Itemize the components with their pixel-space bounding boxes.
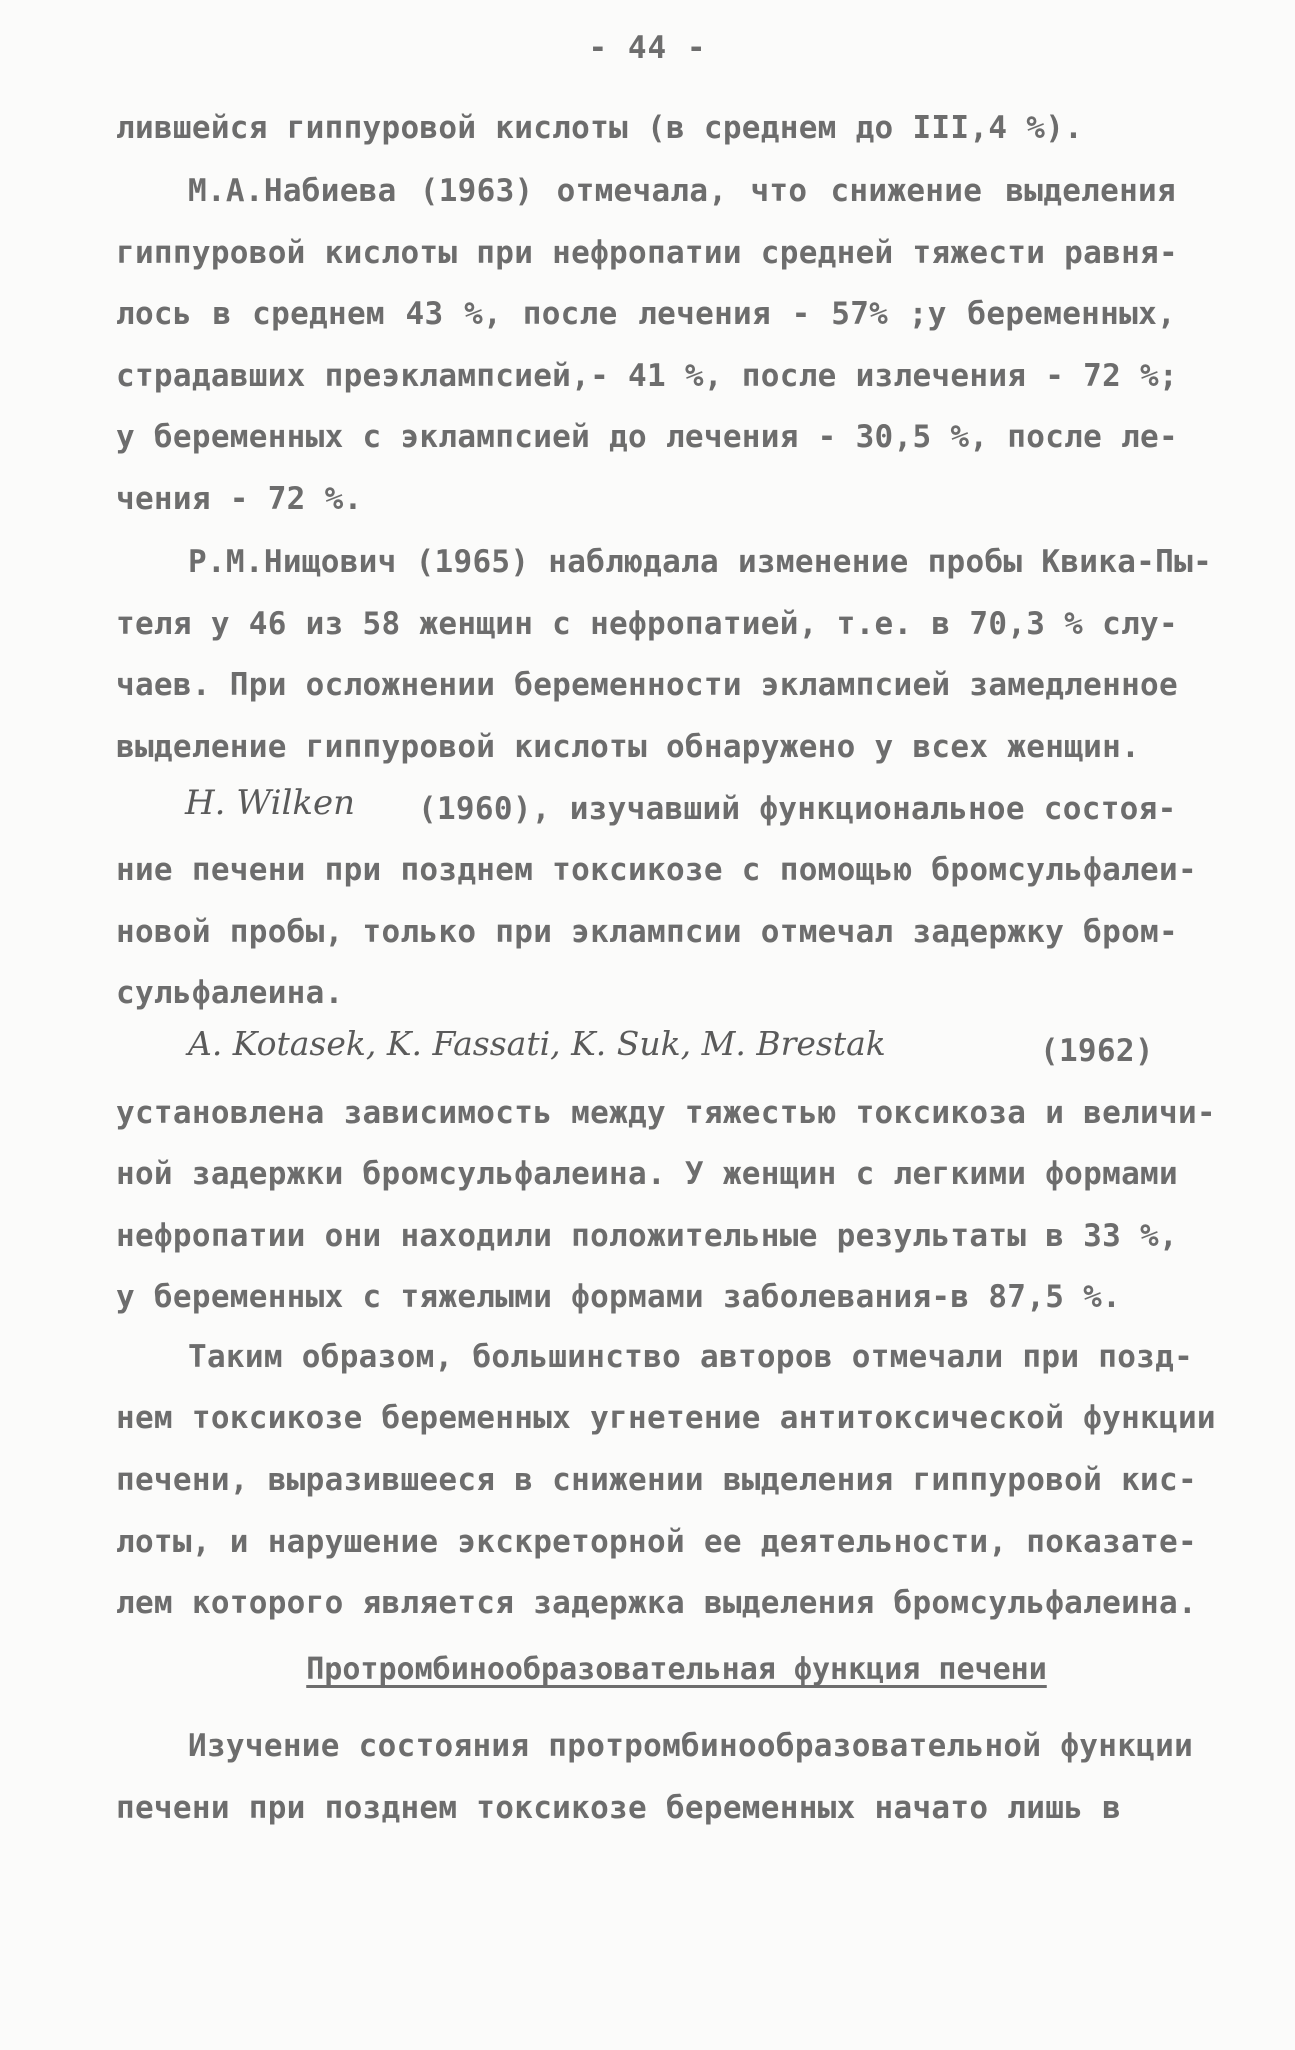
text-line: чаев. При осложнении беременности эклампсией замедленное (116, 667, 1178, 703)
text-line: Р.М.Нищович (1965) наблюдала изменение пробы Квика-Пы- (188, 544, 1213, 580)
section-heading: Протромбинообразовательная функция печени (306, 1652, 1047, 1687)
text-line: ние печени при позднем токсикозе с помощью бромсульфалеи- (116, 852, 1197, 888)
text-line: установлена зависимость между тяжестью токсикоза и величи- (116, 1095, 1216, 1131)
text-line: у беременных с эклампсией до лечения - 30,5 %, после ле- (116, 419, 1178, 455)
text-line: нефропатии они находили положительные результаты в 33 %, (116, 1218, 1178, 1254)
text-line: лось в среднем 43 %, после лечения - 57% ;у беременных, (116, 296, 1176, 332)
text-line: страдавших преэклампсией,- 41 %, после излечения - 72 %; (116, 358, 1178, 394)
text-line: печени, выразившееся в снижении выделения гиппуровой кис- (116, 1462, 1197, 1498)
handwritten-author: H. Wilken (185, 783, 355, 823)
page-number: - 44 - (588, 30, 707, 66)
handwritten-authors: A. Kotasek, K. Fassati, K. Suk, M. Brestak (188, 1024, 886, 1063)
text-line: лем которого является задержка выделения бромсульфалеина. (116, 1585, 1197, 1621)
text-line: у беременных с тяжелыми формами заболевания-в 87,5 %. (116, 1279, 1122, 1315)
text-line: выделение гиппуровой кислоты обнаружено у всех женщин. (116, 729, 1141, 765)
text-line: М.А.Набиева (1963) отмечала, что снижение выделения (188, 173, 1176, 209)
text-line: нем токсикозе беременных угнетение антитоксической функции (116, 1400, 1216, 1436)
text-line: новой пробы, только при эклампсии отмечал задержку бром- (116, 914, 1178, 950)
text-line: сульфалеина. (116, 975, 344, 1011)
text-line: печени при позднем токсикозе беременных начато лишь в (116, 1790, 1122, 1826)
text-line: (1960), изучавший функциональное состоя- (418, 791, 1177, 827)
text-line: теля у 46 из 58 женщин с нефропатией, т.е. в 70,3 % слу- (116, 606, 1178, 642)
text-line: лившейся гиппуровой кислоты (в среднем до III,4 %). (116, 110, 1084, 146)
text-line: ной задержки бромсульфалеина. У женщин с легкими формами (116, 1156, 1178, 1192)
text-line: Таким образом, большинство авторов отмечали при позд- (188, 1339, 1194, 1375)
text-line: чения - 72 %. (116, 481, 363, 517)
text-line: Изучение состояния протромбинообразовательной функции (188, 1728, 1194, 1764)
text-line: (1962) (1040, 1033, 1154, 1069)
text-line: лоты, и нарушение экскреторной ее деятельности, показате- (116, 1524, 1197, 1560)
text-line: гиппуровой кислоты при нефропатии средней тяжести равня- (116, 235, 1178, 271)
